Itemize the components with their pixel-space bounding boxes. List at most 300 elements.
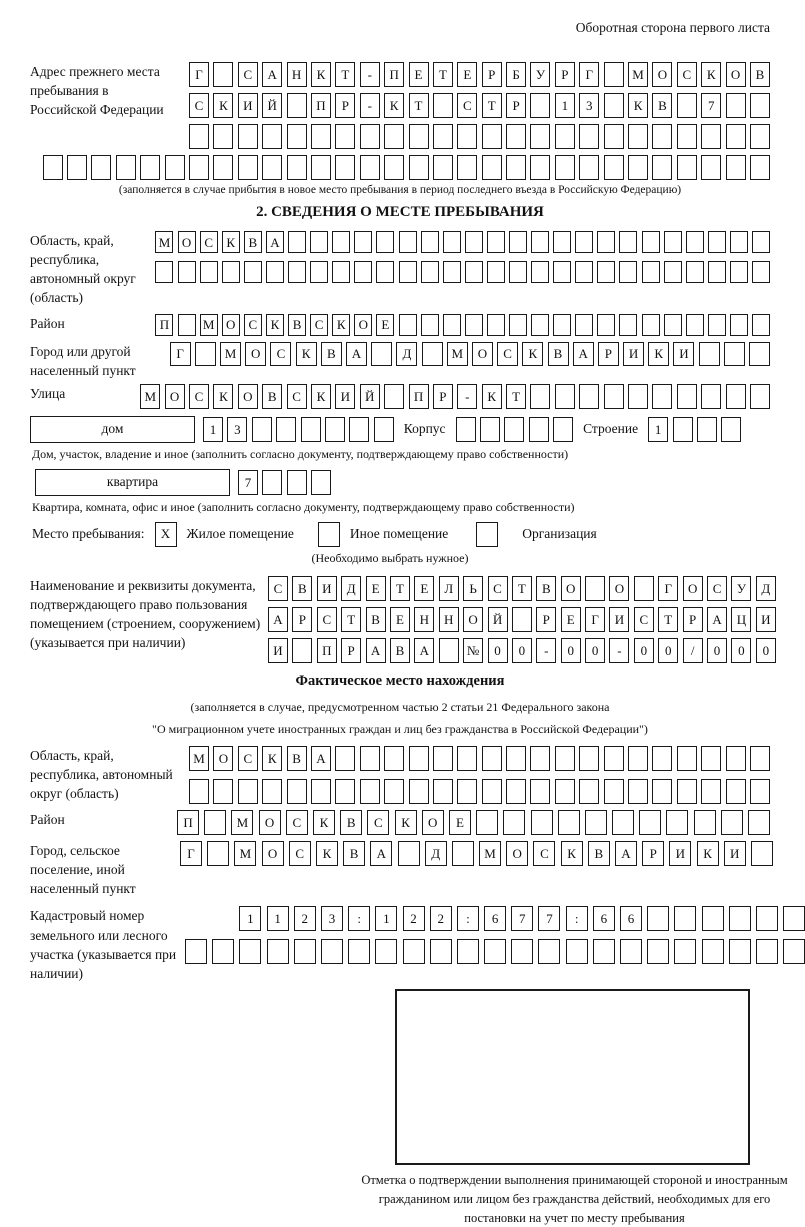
char-cell[interactable] <box>555 746 575 771</box>
char-cell[interactable] <box>597 314 615 336</box>
char-cell[interactable] <box>677 155 697 180</box>
char-cell[interactable]: М <box>220 342 241 366</box>
char-cell[interactable]: И <box>238 93 258 118</box>
char-cell[interactable] <box>506 746 526 771</box>
char-cell[interactable] <box>511 939 533 964</box>
char-cell[interactable]: И <box>724 841 746 866</box>
char-cell[interactable] <box>664 314 682 336</box>
char-cell[interactable] <box>729 906 751 931</box>
char-cell[interactable] <box>443 314 461 336</box>
char-cell[interactable] <box>620 939 642 964</box>
char-cell[interactable] <box>200 261 218 283</box>
char-cell[interactable]: Н <box>414 607 434 632</box>
char-cell[interactable] <box>335 779 355 804</box>
char-cell[interactable]: О <box>683 576 703 601</box>
char-cell[interactable] <box>360 746 380 771</box>
char-cell[interactable] <box>354 231 372 253</box>
document-line-2[interactable] <box>268 607 776 632</box>
char-cell[interactable] <box>702 939 724 964</box>
prev-address-line-3[interactable] <box>175 124 770 149</box>
char-cell[interactable]: С <box>189 93 209 118</box>
char-cell[interactable]: - <box>360 93 380 118</box>
char-cell[interactable] <box>708 314 726 336</box>
char-cell[interactable]: Т <box>390 576 410 601</box>
char-cell[interactable] <box>575 261 593 283</box>
char-cell[interactable] <box>697 417 717 442</box>
char-cell[interactable] <box>729 939 751 964</box>
char-cell[interactable] <box>579 384 599 409</box>
char-cell[interactable] <box>702 906 724 931</box>
char-cell[interactable]: Т <box>482 93 502 118</box>
char-cell[interactable] <box>476 810 498 835</box>
char-cell[interactable]: К <box>296 342 317 366</box>
char-cell[interactable] <box>701 384 721 409</box>
char-cell[interactable]: С <box>677 62 697 87</box>
char-cell[interactable] <box>708 231 726 253</box>
char-cell[interactable] <box>726 779 746 804</box>
char-cell[interactable] <box>376 261 394 283</box>
char-cell[interactable] <box>642 261 660 283</box>
char-cell[interactable]: Е <box>414 576 434 601</box>
char-cell[interactable] <box>664 231 682 253</box>
char-cell[interactable] <box>189 124 209 149</box>
char-cell[interactable]: 1 <box>555 93 575 118</box>
char-cell[interactable] <box>301 417 321 442</box>
char-cell[interactable] <box>482 779 502 804</box>
char-cell[interactable] <box>276 417 296 442</box>
char-cell[interactable]: 3 <box>579 93 599 118</box>
char-cell[interactable]: 7 <box>538 906 560 931</box>
char-cell[interactable] <box>628 779 648 804</box>
char-cell[interactable]: К <box>213 384 233 409</box>
residential-checkbox[interactable]: X <box>155 522 177 547</box>
char-cell[interactable] <box>399 314 417 336</box>
char-cell[interactable]: В <box>390 638 410 663</box>
char-cell[interactable]: О <box>165 384 185 409</box>
char-cell[interactable]: О <box>354 314 372 336</box>
char-cell[interactable] <box>360 155 380 180</box>
char-cell[interactable] <box>430 939 452 964</box>
char-cell[interactable]: П <box>317 638 337 663</box>
char-cell[interactable] <box>726 384 746 409</box>
char-cell[interactable] <box>384 155 404 180</box>
char-cell[interactable]: К <box>311 384 331 409</box>
char-cell[interactable]: М <box>234 841 256 866</box>
char-cell[interactable]: Й <box>488 607 508 632</box>
char-cell[interactable]: С <box>268 576 288 601</box>
char-cell[interactable] <box>287 124 307 149</box>
char-cell[interactable] <box>575 314 593 336</box>
char-cell[interactable] <box>585 810 607 835</box>
char-cell[interactable]: С <box>189 384 209 409</box>
char-cell[interactable] <box>555 779 575 804</box>
char-cell[interactable] <box>335 155 355 180</box>
char-cell[interactable] <box>409 124 429 149</box>
char-cell[interactable] <box>482 155 502 180</box>
char-cell[interactable]: Р <box>433 384 453 409</box>
char-cell[interactable] <box>652 746 672 771</box>
char-cell[interactable]: В <box>292 576 312 601</box>
char-cell[interactable]: А <box>707 607 727 632</box>
char-cell[interactable] <box>409 155 429 180</box>
char-cell[interactable] <box>262 779 282 804</box>
char-cell[interactable] <box>579 155 599 180</box>
char-cell[interactable] <box>750 746 770 771</box>
char-cell[interactable]: С <box>457 93 477 118</box>
char-cell[interactable]: И <box>673 342 694 366</box>
char-cell[interactable] <box>604 779 624 804</box>
char-cell[interactable]: В <box>366 607 386 632</box>
char-cell[interactable]: И <box>669 841 691 866</box>
korpus-line[interactable] <box>456 417 574 442</box>
char-cell[interactable] <box>267 939 289 964</box>
char-cell[interactable]: О <box>238 384 258 409</box>
char-cell[interactable] <box>509 261 527 283</box>
char-cell[interactable] <box>335 746 355 771</box>
char-cell[interactable]: К <box>395 810 417 835</box>
char-cell[interactable] <box>287 470 307 495</box>
char-cell[interactable]: 7 <box>238 470 258 495</box>
char-cell[interactable] <box>750 384 770 409</box>
char-cell[interactable] <box>677 746 697 771</box>
char-cell[interactable]: С <box>317 607 337 632</box>
char-cell[interactable]: В <box>287 746 307 771</box>
char-cell[interactable] <box>579 746 599 771</box>
char-cell[interactable]: Т <box>512 576 532 601</box>
city-line[interactable] <box>167 342 770 366</box>
char-cell[interactable]: М <box>140 384 160 409</box>
char-cell[interactable] <box>783 906 805 931</box>
char-cell[interactable] <box>701 779 721 804</box>
char-cell[interactable]: Е <box>390 607 410 632</box>
char-cell[interactable] <box>433 779 453 804</box>
char-cell[interactable] <box>409 779 429 804</box>
char-cell[interactable] <box>575 231 593 253</box>
region-line-2[interactable] <box>152 261 770 283</box>
char-cell[interactable]: К <box>316 841 338 866</box>
char-cell[interactable] <box>238 155 258 180</box>
char-cell[interactable]: С <box>238 62 258 87</box>
char-cell[interactable]: С <box>488 576 508 601</box>
char-cell[interactable] <box>699 342 720 366</box>
char-cell[interactable] <box>439 638 459 663</box>
char-cell[interactable] <box>752 231 770 253</box>
char-cell[interactable] <box>555 155 575 180</box>
char-cell[interactable] <box>730 314 748 336</box>
char-cell[interactable]: И <box>317 576 337 601</box>
char-cell[interactable] <box>238 124 258 149</box>
char-cell[interactable] <box>726 124 746 149</box>
char-cell[interactable]: 2 <box>430 906 452 931</box>
char-cell[interactable] <box>509 231 527 253</box>
char-cell[interactable] <box>288 231 306 253</box>
char-cell[interactable] <box>619 314 637 336</box>
char-cell[interactable] <box>726 746 746 771</box>
char-cell[interactable] <box>457 155 477 180</box>
char-cell[interactable]: В <box>262 384 282 409</box>
char-cell[interactable] <box>553 314 571 336</box>
char-cell[interactable]: К <box>213 93 233 118</box>
char-cell[interactable] <box>628 746 648 771</box>
char-cell[interactable] <box>403 939 425 964</box>
char-cell[interactable] <box>287 93 307 118</box>
char-cell[interactable]: Т <box>335 62 355 87</box>
char-cell[interactable] <box>421 231 439 253</box>
char-cell[interactable]: 7 <box>511 906 533 931</box>
street-line[interactable] <box>130 384 770 409</box>
char-cell[interactable] <box>677 124 697 149</box>
char-cell[interactable]: О <box>222 314 240 336</box>
char-cell[interactable] <box>752 261 770 283</box>
char-cell[interactable] <box>566 939 588 964</box>
char-cell[interactable]: О <box>262 841 284 866</box>
char-cell[interactable]: Д <box>425 841 447 866</box>
char-cell[interactable]: О <box>726 62 746 87</box>
char-cell[interactable]: 1 <box>648 417 668 442</box>
char-cell[interactable]: Г <box>585 607 605 632</box>
char-cell[interactable]: С <box>286 810 308 835</box>
char-cell[interactable]: 0 <box>731 638 751 663</box>
char-cell[interactable]: М <box>447 342 468 366</box>
char-cell[interactable] <box>399 261 417 283</box>
char-cell[interactable]: Е <box>457 62 477 87</box>
char-cell[interactable] <box>553 261 571 283</box>
char-cell[interactable]: Р <box>335 93 355 118</box>
char-cell[interactable] <box>538 939 560 964</box>
char-cell[interactable] <box>457 124 477 149</box>
char-cell[interactable] <box>506 155 526 180</box>
actual-region-line-1[interactable] <box>185 746 770 771</box>
char-cell[interactable]: П <box>177 810 199 835</box>
char-cell[interactable]: Д <box>756 576 776 601</box>
char-cell[interactable] <box>204 810 226 835</box>
char-cell[interactable]: 7 <box>701 93 721 118</box>
char-cell[interactable] <box>311 470 331 495</box>
char-cell[interactable] <box>673 417 693 442</box>
char-cell[interactable] <box>530 93 550 118</box>
char-cell[interactable] <box>252 417 272 442</box>
char-cell[interactable] <box>666 810 688 835</box>
char-cell[interactable] <box>531 810 553 835</box>
char-cell[interactable] <box>262 124 282 149</box>
char-cell[interactable]: К <box>266 314 284 336</box>
char-cell[interactable] <box>91 155 111 180</box>
char-cell[interactable]: - <box>609 638 629 663</box>
char-cell[interactable] <box>399 231 417 253</box>
char-cell[interactable]: Н <box>439 607 459 632</box>
char-cell[interactable]: Ц <box>731 607 751 632</box>
char-cell[interactable]: А <box>414 638 434 663</box>
char-cell[interactable]: И <box>335 384 355 409</box>
char-cell[interactable]: С <box>244 314 262 336</box>
char-cell[interactable] <box>360 124 380 149</box>
char-cell[interactable] <box>604 746 624 771</box>
char-cell[interactable]: К <box>222 231 240 253</box>
char-cell[interactable]: И <box>623 342 644 366</box>
char-cell[interactable]: В <box>288 314 306 336</box>
char-cell[interactable] <box>628 124 648 149</box>
char-cell[interactable] <box>384 384 404 409</box>
char-cell[interactable] <box>433 93 453 118</box>
char-cell[interactable]: В <box>588 841 610 866</box>
char-cell[interactable] <box>553 231 571 253</box>
char-cell[interactable] <box>752 314 770 336</box>
cadastre-line-1[interactable] <box>185 906 805 931</box>
char-cell[interactable] <box>530 384 550 409</box>
char-cell[interactable] <box>212 939 234 964</box>
char-cell[interactable] <box>512 607 532 632</box>
char-cell[interactable]: Ь <box>463 576 483 601</box>
char-cell[interactable] <box>421 261 439 283</box>
char-cell[interactable] <box>579 124 599 149</box>
actual-district-line[interactable] <box>160 810 770 835</box>
char-cell[interactable] <box>628 155 648 180</box>
char-cell[interactable]: 6 <box>593 906 615 931</box>
char-cell[interactable] <box>585 576 605 601</box>
char-cell[interactable] <box>292 638 312 663</box>
char-cell[interactable]: Р <box>506 93 526 118</box>
char-cell[interactable]: П <box>384 62 404 87</box>
char-cell[interactable]: К <box>701 62 721 87</box>
char-cell[interactable]: С <box>497 342 518 366</box>
char-cell[interactable]: М <box>479 841 501 866</box>
char-cell[interactable]: Р <box>683 607 703 632</box>
char-cell[interactable] <box>677 384 697 409</box>
char-cell[interactable]: Й <box>360 384 380 409</box>
char-cell[interactable] <box>604 155 624 180</box>
char-cell[interactable]: Т <box>341 607 361 632</box>
char-cell[interactable]: К <box>332 314 350 336</box>
char-cell[interactable]: 0 <box>707 638 727 663</box>
char-cell[interactable] <box>262 470 282 495</box>
char-cell[interactable]: 2 <box>294 906 316 931</box>
char-cell[interactable]: 1 <box>203 417 223 442</box>
char-cell[interactable]: П <box>155 314 173 336</box>
document-line-3[interactable] <box>268 638 776 663</box>
char-cell[interactable] <box>701 746 721 771</box>
char-cell[interactable] <box>348 939 370 964</box>
char-cell[interactable] <box>360 779 380 804</box>
char-cell[interactable] <box>332 231 350 253</box>
char-cell[interactable] <box>750 124 770 149</box>
char-cell[interactable]: О <box>463 607 483 632</box>
char-cell[interactable]: 0 <box>756 638 776 663</box>
char-cell[interactable] <box>178 314 196 336</box>
char-cell[interactable]: 0 <box>512 638 532 663</box>
char-cell[interactable]: 1 <box>267 906 289 931</box>
char-cell[interactable]: 3 <box>227 417 247 442</box>
char-cell[interactable] <box>310 261 328 283</box>
char-cell[interactable]: № <box>463 638 483 663</box>
char-cell[interactable] <box>647 906 669 931</box>
char-cell[interactable]: М <box>231 810 253 835</box>
actual-city-line[interactable] <box>180 841 773 866</box>
char-cell[interactable]: 6 <box>484 906 506 931</box>
char-cell[interactable]: К <box>311 62 331 87</box>
char-cell[interactable] <box>555 124 575 149</box>
char-cell[interactable]: : <box>457 906 479 931</box>
char-cell[interactable] <box>67 155 87 180</box>
char-cell[interactable]: К <box>262 746 282 771</box>
char-cell[interactable] <box>604 62 624 87</box>
char-cell[interactable] <box>677 93 697 118</box>
char-cell[interactable]: Д <box>341 576 361 601</box>
char-cell[interactable]: К <box>482 384 502 409</box>
char-cell[interactable] <box>506 779 526 804</box>
char-cell[interactable] <box>674 906 696 931</box>
char-cell[interactable] <box>266 261 284 283</box>
char-cell[interactable] <box>349 417 369 442</box>
char-cell[interactable] <box>213 124 233 149</box>
char-cell[interactable] <box>628 384 648 409</box>
char-cell[interactable]: Б <box>506 62 526 87</box>
char-cell[interactable]: М <box>189 746 209 771</box>
char-cell[interactable] <box>409 746 429 771</box>
char-cell[interactable] <box>452 841 474 866</box>
char-cell[interactable]: - <box>457 384 477 409</box>
char-cell[interactable]: И <box>268 638 288 663</box>
char-cell[interactable] <box>730 261 748 283</box>
char-cell[interactable] <box>311 155 331 180</box>
char-cell[interactable] <box>652 384 672 409</box>
char-cell[interactable] <box>531 261 549 283</box>
char-cell[interactable]: 1 <box>239 906 261 931</box>
char-cell[interactable] <box>482 124 502 149</box>
char-cell[interactable]: : <box>566 906 588 931</box>
char-cell[interactable]: У <box>731 576 751 601</box>
char-cell[interactable]: Г <box>579 62 599 87</box>
char-cell[interactable] <box>647 939 669 964</box>
char-cell[interactable] <box>701 155 721 180</box>
char-cell[interactable]: М <box>200 314 218 336</box>
char-cell[interactable] <box>634 576 654 601</box>
char-cell[interactable] <box>376 231 394 253</box>
char-cell[interactable] <box>756 906 778 931</box>
char-cell[interactable]: О <box>506 841 528 866</box>
char-cell[interactable]: Н <box>287 62 307 87</box>
char-cell[interactable]: С <box>238 746 258 771</box>
char-cell[interactable] <box>503 810 525 835</box>
char-cell[interactable] <box>686 231 704 253</box>
char-cell[interactable]: А <box>268 607 288 632</box>
char-cell[interactable] <box>701 124 721 149</box>
apartment-type-box[interactable]: квартира <box>35 469 230 496</box>
char-cell[interactable] <box>604 384 624 409</box>
char-cell[interactable]: К <box>384 93 404 118</box>
char-cell[interactable]: И <box>609 607 629 632</box>
char-cell[interactable]: К <box>313 810 335 835</box>
char-cell[interactable]: С <box>200 231 218 253</box>
char-cell[interactable]: Е <box>449 810 471 835</box>
char-cell[interactable] <box>222 261 240 283</box>
char-cell[interactable] <box>195 342 216 366</box>
char-cell[interactable]: Е <box>366 576 386 601</box>
char-cell[interactable]: Е <box>561 607 581 632</box>
char-cell[interactable] <box>487 231 505 253</box>
char-cell[interactable] <box>433 124 453 149</box>
char-cell[interactable] <box>422 342 443 366</box>
char-cell[interactable] <box>487 261 505 283</box>
apartment-number-line[interactable] <box>238 470 331 495</box>
char-cell[interactable]: Р <box>598 342 619 366</box>
char-cell[interactable] <box>443 231 461 253</box>
char-cell[interactable] <box>642 231 660 253</box>
char-cell[interactable]: / <box>683 638 703 663</box>
char-cell[interactable]: Й <box>262 93 282 118</box>
char-cell[interactable] <box>433 746 453 771</box>
char-cell[interactable]: О <box>259 810 281 835</box>
char-cell[interactable]: А <box>370 841 392 866</box>
